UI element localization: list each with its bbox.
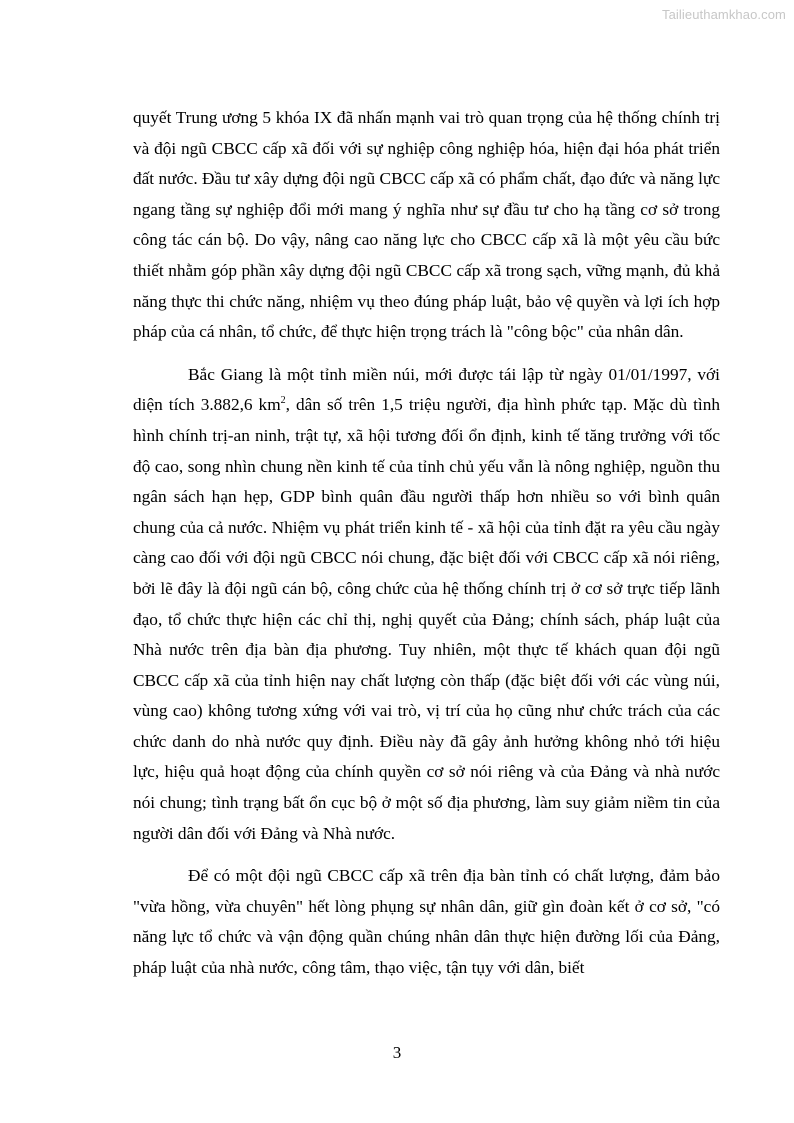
paragraph-3: Để có một đội ngũ CBCC cấp xã trên địa bàn tỉnh có chất lượng, đảm bảo "vừa hồng, vừa chuyên" hết lòng phụng sự nhân dân, giữ gìn đoàn kết ở cơ sở, "có năng lực tổ chức và vận động quần chúng nhân dân thực hiện đường lối của Đảng, pháp luật của nhà nước, công tâm, thạo việc, tận tụy với dân, biết: [133, 866, 720, 978]
paragraph-2-text-start: Bắc Giang là một tỉnh miền núi, mới được tái lập từ ngày 01/01/1997, với diện tích 3.882,6 km: [133, 364, 720, 415]
area-unit-superscript: 2: [280, 395, 286, 407]
document-body: [133, 103, 720, 996]
paragraph-2-text-end: , dân số trên 1,5 triệu người, địa hình phức tạp. Mặc dù tình hình chính trị-an ninh, trật tự, xã hội tương đối ổn định, kinh tế tăng trưởng với tốc độ cao, song nhìn chung nền kinh tế của tỉnh chủ yếu vẫn là nông nghiệp, nguồn thu ngân sách hạn hẹp, GDP bình quân đầu người thấp hơn nhiều so với bình quân chung của cả nước. Nhiệm vụ phát triển kinh tế - xã hội của tỉnh đặt ra yêu cầu ngày càng cao đối với đội ngũ CBCC nói chung, đặc biệt đối với CBCC cấp xã nói riêng, bởi lẽ đây là đội ngũ cán bộ, công chức của hệ thống chính trị ở cơ sở trực tiếp lãnh đạo, tổ chức thực hiện các chỉ thị, nghị quyết của Đảng; chính sách, pháp luật của Nhà nước trên địa bàn địa phương. Tuy nhiên, một thực tế khách quan đội ngũ CBCC cấp xã của tỉnh hiện nay chất lượng còn thấp (đặc biệt đối với các vùng núi, vùng cao) không tương xứng với vai trò, vị trí của họ cũng như chức trách của các chức danh do nhà nước quy định. Điều này đã gây ảnh hưởng không nhỏ tới hiệu lực, hiệu quả hoạt động của chính quyền cơ sở nói riêng và của Đảng và nhà nước nói chung; tình trạng bất ổn cục bộ ở một số địa phương, làm suy giảm niềm tin của người dân đối với Đảng và Nhà nước.: [133, 395, 720, 843]
page-number: 3: [392, 1043, 402, 1062]
paragraph-2: [133, 360, 720, 850]
watermark-text: Tailieuthamkhao.com: [661, 7, 786, 22]
paragraph-1: quyết Trung ương 5 khóa IX đã nhấn mạnh vai trò quan trọng của hệ thống chính trị và đội ngũ CBCC cấp xã đối với sự nghiệp công nghiệp hóa, hiện đại hóa phát triển đất nước. Đầu tư xây dựng đội ngũ CBCC cấp xã có phẩm chất, đạo đức và năng lực ngang tầng sự nghiệp đổi mới mang ý nghĩa như sự đầu tư cho hạ tầng cơ sở trong công tác cán bộ. Do vậy, nâng cao năng lực cho CBCC cấp xã là một yêu cầu bức thiết nhằm góp phần xây dựng đội ngũ CBCC cấp xã trong sạch, vững mạnh, đủ khả năng thực thi chức năng, nhiệm vụ theo đúng pháp luật, bảo vệ quyền và lợi ích hợp pháp của cá nhân, tổ chức, để thực hiện trọng trách là "công bộc" của nhân dân.: [133, 108, 720, 342]
